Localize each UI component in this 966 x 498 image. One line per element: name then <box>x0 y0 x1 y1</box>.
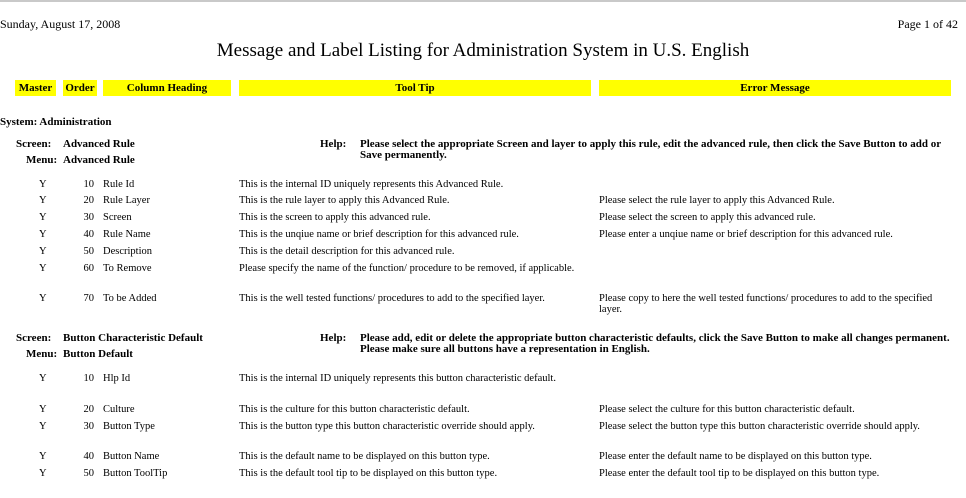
cell-column-heading: Culture <box>103 404 135 415</box>
cell-tool-tip: This is the screen to apply this advanced rule. <box>239 212 431 223</box>
cell-order: 10 <box>83 373 94 384</box>
cell-column-heading: Button ToolTip <box>103 468 168 479</box>
cell-tool-tip: This is the unqiue name or brief description for this advanced rule. <box>239 229 519 240</box>
screen-name: Advanced Rule <box>63 138 135 150</box>
menu-label: Menu: <box>26 154 58 166</box>
cell-column-heading: Hlp Id <box>103 373 131 384</box>
cell-tool-tip: This is the well tested functions/ procedures to add to the specified layer. <box>239 293 545 304</box>
cell-order: 30 <box>83 212 94 223</box>
cell-master: Y <box>39 212 47 223</box>
menu-name: Button Default <box>63 348 133 360</box>
cell-tool-tip: Please specify the name of the function/ procedure to be removed, if applicable. <box>239 263 575 274</box>
cell-order: 20 <box>83 404 94 415</box>
cell-tool-tip: This is the internal ID uniquely represents this Advanced Rule. <box>239 179 504 190</box>
cell-order: 20 <box>83 195 94 206</box>
top-border <box>0 0 966 2</box>
menu-name: Advanced Rule <box>63 154 135 166</box>
cell-master: Y <box>39 373 47 384</box>
col-header-master: Master <box>15 80 56 96</box>
cell-master: Y <box>39 468 47 479</box>
cell-master: Y <box>39 421 47 432</box>
cell-error-message: Please select the screen to apply this advanced rule. <box>599 212 816 223</box>
cell-master: Y <box>39 195 47 206</box>
cell-error-message: Please select the rule layer to apply this Advanced Rule. <box>599 195 835 206</box>
cell-order: 40 <box>83 451 94 462</box>
screen-label: Screen: <box>16 332 52 344</box>
cell-column-heading: To be Added <box>103 293 157 304</box>
cell-master: Y <box>39 404 47 415</box>
cell-column-heading: To Remove <box>103 263 152 274</box>
help-label: Help: <box>320 138 347 150</box>
cell-column-heading: Button Type <box>103 421 155 432</box>
cell-order: 50 <box>83 246 94 257</box>
col-header-order: Order <box>63 80 97 96</box>
cell-master: Y <box>39 229 47 240</box>
help-text: Please select the appropriate Screen and layer to apply this rule, edit the advanced rule, then click the Save Button to add or Save permanently. <box>360 138 941 161</box>
cell-error-message: Please select the culture for this button characteristic default. <box>599 404 855 415</box>
cell-error-message: Please select the button type this button characteristic override should apply. <box>599 421 920 432</box>
cell-master: Y <box>39 263 47 274</box>
col-header-tool-tip: Tool Tip <box>239 80 591 96</box>
col-header-error-message: Error Message <box>599 80 951 96</box>
help-text: Please add, edit or delete the appropriate button characteristic defaults, click the Save Button to make all changes permanent. Please make sure all buttons have a representation in English. <box>360 332 950 355</box>
screen-label: Screen: <box>16 138 52 150</box>
cell-order: 10 <box>83 179 94 190</box>
cell-tool-tip: This is the rule layer to apply this Advanced Rule. <box>239 195 450 206</box>
cell-master: Y <box>39 451 47 462</box>
report-title: Message and Label Listing for Administration System in U.S. English <box>216 40 750 61</box>
help-label: Help: <box>320 332 347 344</box>
cell-master: Y <box>39 179 47 190</box>
cell-tool-tip: This is the button type this button characteristic override should apply. <box>239 421 535 432</box>
cell-order: 40 <box>83 229 94 240</box>
cell-order: 60 <box>83 263 94 274</box>
screen-name: Button Characteristic Default <box>63 332 203 344</box>
cell-tool-tip: This is the internal ID uniquely represents this button characteristic default. <box>239 373 556 384</box>
menu-label: Menu: <box>26 348 58 360</box>
cell-order: 50 <box>83 468 94 479</box>
col-header-column-heading: Column Heading <box>103 80 231 96</box>
cell-order: 30 <box>83 421 94 432</box>
cell-error-message: Please copy to here the well tested functions/ procedures to add to the specified layer. <box>599 293 933 315</box>
cell-column-heading: Rule Layer <box>103 195 150 206</box>
report-date: Sunday, August 17, 2008 <box>0 17 121 31</box>
cell-tool-tip: This is the default name to be displayed on this button type. <box>239 451 490 462</box>
cell-error-message: Please enter a unqiue name or brief description for this advanced rule. <box>599 229 893 240</box>
cell-tool-tip: This is the culture for this button characteristic default. <box>239 404 470 415</box>
cell-tool-tip: This is the default tool tip to be displayed on this button type. <box>239 468 498 479</box>
cell-column-heading: Rule Name <box>103 229 151 240</box>
cell-tool-tip: This is the detail description for this advanced rule. <box>239 246 455 257</box>
cell-order: 70 <box>83 293 94 304</box>
cell-master: Y <box>39 293 47 304</box>
cell-column-heading: Rule Id <box>103 179 135 190</box>
cell-error-message: Please enter the default name to be displayed on this button type. <box>599 451 872 462</box>
cell-master: Y <box>39 246 47 257</box>
page-number: Page 1 of 42 <box>897 17 958 31</box>
cell-column-heading: Description <box>103 246 152 257</box>
cell-error-message: Please enter the default tool tip to be displayed on this button type. <box>599 468 880 479</box>
system-label: System: Administration <box>0 116 112 128</box>
cell-column-heading: Button Name <box>103 451 160 462</box>
cell-column-heading: Screen <box>103 212 132 223</box>
